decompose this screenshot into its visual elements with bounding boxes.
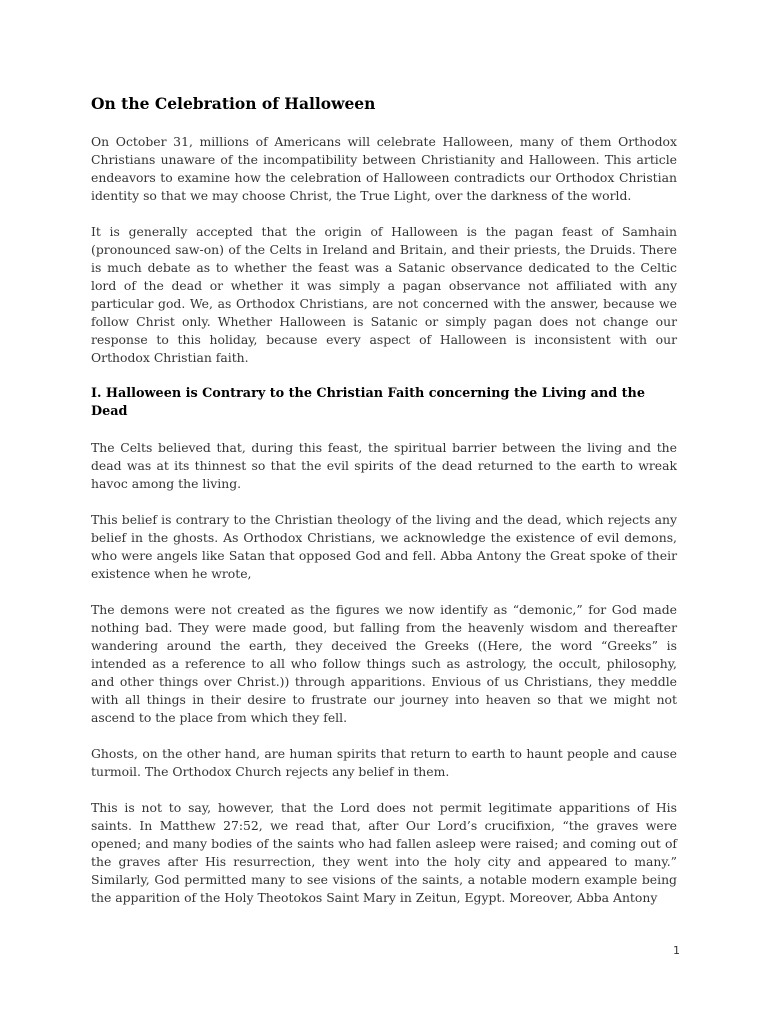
theology-paragraph: This belief is contrary to the Christian theology of the living and the dead, which rejects any belief in the ghosts. As Orthodox Christians, we acknowledge the existence of evil demons, who were angels like Satan that opposed God and fell. Abba Antony the Great spoke of their existence when he wrote, (91, 512, 677, 581)
document-title: On the Celebration of Halloween (91, 94, 376, 113)
apparitions-paragraph: This is not to say, however, that the Lord does not permit legitimate apparitions of His saints. In Matthew 27:52, we read that, after Our Lord’s crucifixion, “the graves were opened; and many bodies of the saints who had fallen asleep were raised; and coming out of the graves after His resurrection, they went into the holy city and appeared to many.” Similarly, God permitted many to see visions of the saints, a notable modern example being the apparition of the Holy Theotokos Saint Mary in Zeitun, Egypt. Moreover, Abba Antony (91, 800, 677, 905)
celts-paragraph: The Celts believed that, during this feast, the spiritual barrier between the living and the dead was at its thinnest so that the evil spirits of the dead returned to the earth to wreak havoc among the living. (91, 440, 677, 491)
demons-quote-paragraph: The demons were not created as the figures we now identify as “demonic,” for God made nothing bad. They were made good, but falling from the heavenly wisdom and thereafter wandering around the earth, they deceived the Greeks ((Here, the word “Greeks” is intended as a reference to all who follow things such as astrology, the occult, philosophy, and other things over Christ.)) through apparitions. Envious of us Christians, they meddle with all things in their desire to frustrate our journey into heaven so that we might not ascend to the place from which they fell. (91, 602, 677, 725)
origin-paragraph: It is generally accepted that the origin of Halloween is the pagan feast of Samhain (pronounced saw-on) of the Celts in Ireland and Britain, and their priests, the Druids. There is much debate as to whether the feast was a Satanic observance dedicated to the Celtic lord of the dead or whether it was simply a pagan observance not affiliated with any particular god. We, as Orthodox Christians, are not concerned with the answer, because we follow Christ only. Whether Halloween is Satanic or simply pagan does not change our response to this holiday, because every aspect of Halloween is inconsistent with our Orthodox Christian faith. (91, 224, 677, 365)
document-page (91, 93, 677, 925)
page-number: 1 (673, 944, 680, 957)
intro-paragraph: On October 31, millions of Americans will celebrate Halloween, many of them Orthodox Christians unaware of the incompatibility between Christianity and Halloween. This article endeavors to examine how the celebration of Halloween contradicts our Orthodox Christian identity so that we may choose Christ, the True Light, over the darkness of the world. (91, 134, 677, 203)
ghosts-paragraph: Ghosts, on the other hand, are human spirits that return to earth to haunt people and cause turmoil. The Orthodox Church rejects any belief in them. (91, 746, 677, 779)
section-heading: I. Halloween is Contrary to the Christian Faith concerning the Living and the Dead (91, 386, 645, 419)
